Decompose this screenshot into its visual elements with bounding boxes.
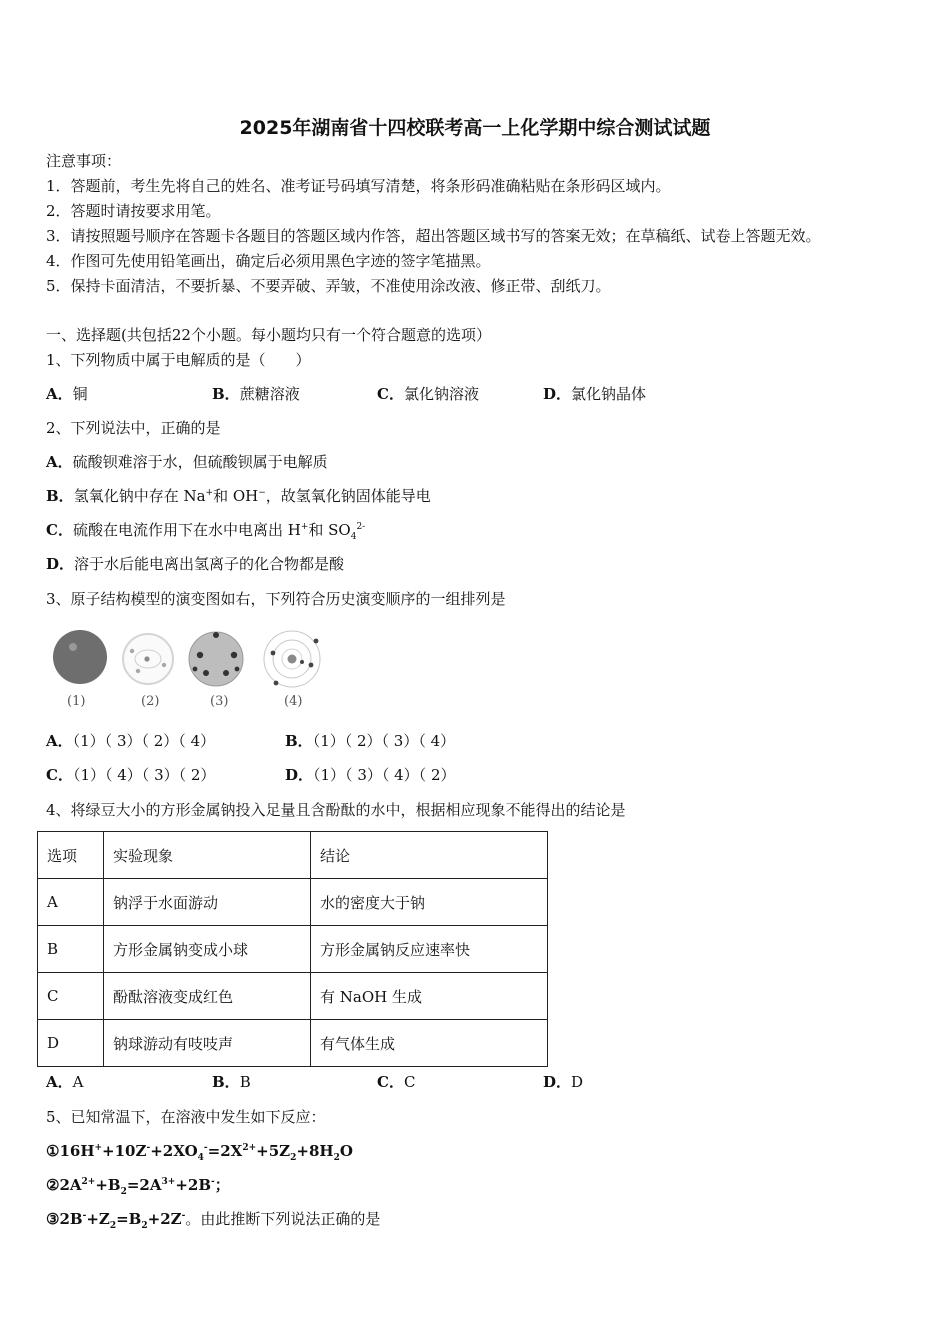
- superscript: 3+: [161, 1177, 176, 1187]
- option-text: 和 OH: [213, 487, 259, 505]
- eq-text: +2B: [175, 1176, 212, 1194]
- option-label: D．: [46, 555, 75, 573]
- option-text: 硫酸在电流作用下在水中电离出 H: [72, 521, 301, 539]
- subscript: 2: [333, 1153, 340, 1163]
- superscript: −: [258, 488, 266, 498]
- option-label: B．: [212, 385, 240, 403]
- table-cell: C: [38, 973, 104, 1020]
- q4-table: [37, 831, 548, 1067]
- option-label: B．: [212, 1073, 240, 1091]
- option-text: （1）（ 4）（ 3）（ 2）: [72, 766, 216, 784]
- option-text: 铜: [72, 385, 88, 403]
- figure-label-1: (1): [67, 694, 86, 709]
- option-text: 蔗糖溶液: [239, 385, 300, 403]
- notice-item: 2．答题时请按要求用笔。: [46, 202, 221, 220]
- option-label: D．: [543, 1073, 572, 1091]
- table-cell: 有 NaOH 生成: [311, 973, 548, 1020]
- q5-reaction-1: [46, 1141, 353, 1161]
- q1-stem: 1、下列物质中属于电解质的是（ ）: [46, 351, 311, 369]
- table-header-cell: 实验现象: [104, 832, 311, 879]
- option-text: 和 SO: [308, 521, 351, 539]
- eq-text: +5Z: [256, 1142, 291, 1160]
- table-cell: 水的密度大于钠: [311, 879, 548, 926]
- eq-text: ①16H: [46, 1142, 95, 1160]
- eq-text: +10Z: [102, 1142, 147, 1160]
- eq-text: 。由此推断下列说法正确的是: [185, 1210, 381, 1228]
- subscript: 2: [109, 1221, 117, 1231]
- q3-option-d: [285, 765, 456, 785]
- atom-model-3: [189, 632, 243, 686]
- q3-option-a: [46, 731, 215, 751]
- figure-label-3: (3): [210, 694, 229, 709]
- option-label: D．: [285, 766, 314, 784]
- q1-option-a: [46, 384, 88, 404]
- subscript: 2: [141, 1221, 148, 1231]
- table-cell: D: [38, 1020, 104, 1067]
- option-text: （1）（ 2）（ 3）（ 4）: [312, 732, 456, 750]
- table-row: [38, 973, 548, 1020]
- q4-option-a: [46, 1072, 83, 1092]
- subscript: 2: [290, 1153, 297, 1163]
- q3-stem: 3、原子结构模型的演变图如右，下列符合历史演变顺序的一组排列是: [46, 590, 506, 608]
- superscript: +: [94, 1143, 103, 1153]
- option-text: D: [571, 1073, 584, 1091]
- option-label: B．: [46, 487, 74, 505]
- table-cell: A: [38, 879, 104, 926]
- q4-option-d: [543, 1072, 583, 1092]
- eq-text: =B: [116, 1210, 142, 1228]
- notice-item: 5．保持卡面清洁，不要折暴、不要弄破、弄皱，不准使用涂改液、修正带、刮纸刀。: [46, 277, 611, 295]
- q5-stem: 5、已知常温下，在溶液中发生如下反应：: [46, 1108, 326, 1126]
- table-header-cell: 结论: [311, 832, 548, 879]
- notice-item: 1．答题前，考生先将自己的姓名、准考证号码填写清楚，将条形码准确粘贴在条形码区域内。: [46, 177, 671, 195]
- option-text: B: [239, 1073, 251, 1091]
- eq-text: O: [339, 1142, 353, 1160]
- table-cell: 有气体生成: [311, 1020, 548, 1067]
- q2-option-c: [46, 520, 365, 540]
- atom-model-2: [123, 634, 173, 684]
- table-cell: B: [38, 926, 104, 973]
- q3-option-b: [285, 731, 455, 751]
- table-row: [38, 1020, 548, 1067]
- option-text: A: [72, 1073, 84, 1091]
- page-title: 2025年湖南省十四校联考高一上化学期中综合测试试题: [239, 117, 711, 139]
- option-label: C．: [46, 521, 73, 539]
- superscript: -: [203, 1143, 208, 1153]
- eq-text: +Z: [86, 1210, 110, 1228]
- q4-stem: 4、将绿豆大小的方形金属钠投入足量且含酚酞的水中，根据相应现象不能得出的结论是: [46, 801, 626, 819]
- superscript: -: [181, 1211, 186, 1221]
- atom-model-4: [264, 631, 320, 687]
- superscript: 2+: [242, 1143, 257, 1153]
- option-label: D．: [543, 385, 572, 403]
- notice-heading: 注意事项：: [46, 152, 122, 170]
- option-label: A．: [46, 732, 73, 750]
- eq-text: +2Z: [147, 1210, 182, 1228]
- superscript: -: [211, 1177, 215, 1187]
- notice-item: 3．请按照题号顺序在答题卡各题目的答题区域内作答，超出答题区域书写的答案无效；在草稿纸、试卷上答题无效。: [46, 227, 821, 245]
- option-text: （1）（ 3）（ 2）（ 4）: [72, 732, 216, 750]
- option-label: A．: [46, 1073, 73, 1091]
- option-text: 氯化钠晶体: [571, 385, 647, 403]
- eq-text: +8H: [296, 1142, 334, 1160]
- q2-stem: 2、下列说法中，正确的是: [46, 419, 221, 437]
- superscript: -: [146, 1143, 151, 1153]
- q2-option-a: [46, 452, 328, 472]
- superscript: +: [205, 488, 214, 498]
- q3-option-c: [46, 765, 215, 785]
- subscript: 4: [350, 532, 357, 542]
- superscript: 2+: [81, 1177, 96, 1187]
- notice-item: 4．作图可先使用铅笔画出，确定后必须用黑色字迹的签字笔描黑。: [46, 252, 491, 270]
- option-text: 溶于水后能电离出氢离子的化合物都是酸: [74, 555, 345, 573]
- table-cell: 方形金属钠变成小球: [104, 926, 311, 973]
- atom-model-1: [53, 630, 107, 684]
- q1-option-d: [543, 384, 646, 404]
- eq-text: =2X: [207, 1142, 243, 1160]
- table-row: [38, 879, 548, 926]
- subscript: 4: [197, 1153, 204, 1163]
- eq-text: ；: [214, 1176, 230, 1194]
- q2-option-d: [46, 554, 344, 574]
- table-cell: 酚酞溶液变成红色: [104, 973, 311, 1020]
- option-text: 氯化钠溶液: [403, 385, 479, 403]
- table-header-cell: 选项: [38, 832, 104, 879]
- option-text: 氢氧化钠中存在 Na: [73, 487, 206, 505]
- superscript: 2-: [356, 522, 366, 532]
- table-cell: 方形金属钠反应速率快: [311, 926, 548, 973]
- option-label: C．: [377, 1073, 404, 1091]
- table-row: [38, 926, 548, 973]
- eq-text: =2A: [126, 1176, 162, 1194]
- option-label: A．: [46, 385, 73, 403]
- superscript: -: [82, 1211, 87, 1221]
- figure-label-2: (2): [141, 694, 160, 709]
- eq-text: +B: [95, 1176, 121, 1194]
- q5-reaction-2: [46, 1175, 230, 1195]
- option-text: 硫酸钡难溶于水，但硫酸钡属于电解质: [72, 453, 328, 471]
- q2-option-b: [46, 486, 431, 506]
- option-label: C．: [377, 385, 404, 403]
- subscript: 2: [120, 1187, 127, 1197]
- eq-text: ②2A: [46, 1176, 82, 1194]
- q4-option-c: [377, 1072, 415, 1092]
- table-header-row: [38, 832, 548, 879]
- option-text: ，故氢氧化钠固体能导电: [265, 487, 431, 505]
- option-text: C: [403, 1073, 416, 1091]
- q5-reaction-3: [46, 1209, 380, 1229]
- q1-option-b: [212, 384, 300, 404]
- q1-option-c: [377, 384, 479, 404]
- q4-option-b: [212, 1072, 251, 1092]
- option-text: （1）（ 3）（ 4）（ 2）: [313, 766, 456, 784]
- table-cell: 钠球游动有吱吱声: [104, 1020, 311, 1067]
- superscript: +: [300, 522, 309, 532]
- eq-text: ③2B: [46, 1210, 83, 1228]
- figure-label-4: (4): [284, 694, 303, 709]
- section-heading: 一、选择题(共包括22个小题。每小题均只有一个符合题意的选项）: [46, 326, 491, 344]
- option-label: A．: [46, 453, 73, 471]
- option-label: C．: [46, 766, 73, 784]
- eq-text: +2XO: [150, 1142, 198, 1160]
- option-label: B．: [285, 732, 313, 750]
- table-cell: 钠浮于水面游动: [104, 879, 311, 926]
